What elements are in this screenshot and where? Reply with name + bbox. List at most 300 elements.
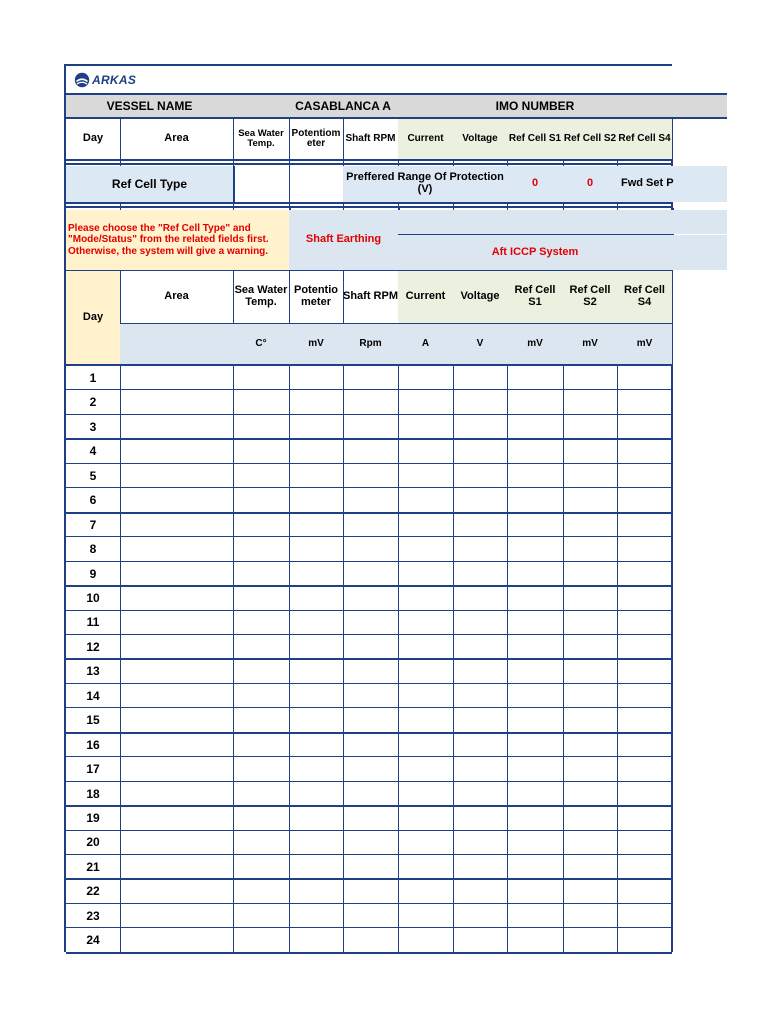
- data-cell[interactable]: [563, 366, 617, 390]
- data-cell[interactable]: [507, 635, 563, 659]
- data-cell[interactable]: [453, 513, 507, 537]
- data-cell[interactable]: [398, 439, 453, 463]
- data-cell[interactable]: [453, 611, 507, 635]
- data-cell[interactable]: [398, 684, 453, 708]
- unit-voltage: V: [453, 324, 507, 364]
- data-cell[interactable]: [233, 415, 289, 439]
- gridline: [66, 658, 672, 660]
- data-cell[interactable]: [563, 415, 617, 439]
- data-cell[interactable]: [617, 635, 672, 659]
- data-cell[interactable]: [617, 757, 672, 781]
- data-cell[interactable]: [453, 366, 507, 390]
- data-cell[interactable]: [453, 904, 507, 928]
- data-cell[interactable]: [617, 806, 672, 830]
- data-cell[interactable]: [398, 415, 453, 439]
- day-number: 4: [89, 444, 97, 459]
- gridline: [66, 202, 672, 204]
- data-cell[interactable]: [120, 390, 233, 414]
- data-cell[interactable]: [120, 464, 233, 488]
- data-cell[interactable]: [289, 366, 343, 390]
- imo-number-label: IMO NUMBER: [453, 95, 617, 117]
- data-cell[interactable]: [453, 488, 507, 512]
- data-cell[interactable]: [617, 904, 672, 928]
- day-number: 6: [89, 493, 97, 508]
- data-cell[interactable]: [398, 708, 453, 732]
- day-number: 23: [86, 908, 100, 923]
- data-cell[interactable]: [289, 782, 343, 806]
- day-number: 18: [86, 786, 100, 801]
- data-cell[interactable]: [343, 831, 398, 855]
- data-cell[interactable]: [507, 757, 563, 781]
- data-cell[interactable]: [343, 390, 398, 414]
- data-cell[interactable]: [289, 586, 343, 610]
- data-cell[interactable]: [617, 879, 672, 903]
- data-cell[interactable]: [507, 659, 563, 683]
- data-cell[interactable]: [453, 439, 507, 463]
- small-header-voltage: Voltage: [453, 119, 507, 159]
- data-cell[interactable]: [563, 562, 617, 586]
- data-cell[interactable]: [233, 879, 289, 903]
- preferred-range-max[interactable]: 0: [563, 166, 617, 202]
- data-cell[interactable]: [120, 806, 233, 830]
- gridline: [66, 159, 672, 161]
- small-header-sea-temp: Sea Water Temp.: [238, 128, 284, 149]
- data-cell[interactable]: [617, 733, 672, 757]
- data-cell[interactable]: [233, 586, 289, 610]
- data-cell[interactable]: [617, 537, 672, 561]
- data-cell[interactable]: [563, 757, 617, 781]
- data-cell[interactable]: [507, 366, 563, 390]
- day-number: 16: [86, 737, 100, 752]
- data-cell[interactable]: [343, 366, 398, 390]
- small-header-ref-s1: Ref Cell S1: [507, 119, 563, 159]
- data-cell[interactable]: [507, 782, 563, 806]
- main-header-ref-s2: Ref Cell S2: [563, 271, 617, 323]
- gridline: [66, 683, 672, 684]
- data-cell[interactable]: [453, 586, 507, 610]
- data-cell[interactable]: [120, 879, 233, 903]
- data-cell[interactable]: [398, 488, 453, 512]
- data-cell[interactable]: [398, 586, 453, 610]
- main-header-area: Area: [164, 290, 189, 303]
- data-cell[interactable]: [289, 684, 343, 708]
- data-cell[interactable]: [453, 831, 507, 855]
- data-cell[interactable]: [398, 464, 453, 488]
- data-cell[interactable]: [289, 757, 343, 781]
- data-cell[interactable]: [507, 586, 563, 610]
- data-cell[interactable]: [398, 635, 453, 659]
- company-logo: [74, 70, 154, 90]
- data-cell[interactable]: [233, 464, 289, 488]
- unit-ref-s4: mV: [617, 324, 672, 364]
- data-cell[interactable]: [398, 831, 453, 855]
- data-cell[interactable]: [343, 879, 398, 903]
- gridline: [66, 610, 672, 611]
- data-cell[interactable]: [289, 904, 343, 928]
- small-header-ref-s2: Ref Cell S2: [563, 119, 617, 159]
- data-cell[interactable]: [617, 513, 672, 537]
- data-cell[interactable]: [617, 782, 672, 806]
- data-cell[interactable]: [453, 928, 507, 952]
- preferred-range-label: Preffered Range Of Protection (V): [343, 166, 507, 202]
- data-cell[interactable]: [343, 488, 398, 512]
- small-header-current: Current: [398, 119, 453, 159]
- gridline: [66, 878, 672, 880]
- data-cell[interactable]: [507, 464, 563, 488]
- data-cell[interactable]: [289, 488, 343, 512]
- data-cell[interactable]: [398, 562, 453, 586]
- small-header-ref-s4: Ref Cell S4: [617, 119, 672, 159]
- data-cell[interactable]: [563, 855, 617, 879]
- data-cell[interactable]: [563, 904, 617, 928]
- gridline: [66, 512, 672, 514]
- data-cell[interactable]: [343, 537, 398, 561]
- data-cell[interactable]: [343, 782, 398, 806]
- data-cell[interactable]: [233, 806, 289, 830]
- data-cell[interactable]: [453, 562, 507, 586]
- data-cell[interactable]: [120, 366, 233, 390]
- small-header-day: Day: [82, 132, 104, 145]
- data-cell[interactable]: [453, 855, 507, 879]
- data-cell[interactable]: [507, 562, 563, 586]
- data-cell[interactable]: [398, 537, 453, 561]
- data-cell[interactable]: [563, 635, 617, 659]
- data-cell[interactable]: [398, 513, 453, 537]
- unit-sea-temp: C°: [233, 324, 289, 364]
- data-cell[interactable]: [120, 928, 233, 952]
- data-cell[interactable]: [120, 513, 233, 537]
- data-cell[interactable]: [289, 855, 343, 879]
- data-cell[interactable]: [289, 439, 343, 463]
- data-cell[interactable]: [120, 659, 233, 683]
- data-cell[interactable]: [289, 806, 343, 830]
- unit-potentiometer: mV: [289, 324, 343, 364]
- data-cell[interactable]: [563, 439, 617, 463]
- data-cell[interactable]: [507, 684, 563, 708]
- data-cell[interactable]: [120, 488, 233, 512]
- gridline: [66, 438, 672, 440]
- data-cell[interactable]: [507, 879, 563, 903]
- data-cell[interactable]: [398, 806, 453, 830]
- gridline: [66, 487, 672, 488]
- preferred-range-min[interactable]: 0: [507, 166, 563, 202]
- day-number: 21: [86, 859, 100, 874]
- data-cell[interactable]: [617, 586, 672, 610]
- data-cell[interactable]: [289, 537, 343, 561]
- data-cell[interactable]: [563, 879, 617, 903]
- data-cell[interactable]: [343, 904, 398, 928]
- data-cell[interactable]: [233, 635, 289, 659]
- data-cell[interactable]: [563, 806, 617, 830]
- data-cell[interactable]: [617, 366, 672, 390]
- data-cell[interactable]: [617, 659, 672, 683]
- data-cell[interactable]: [617, 439, 672, 463]
- main-header-ref-s4: Ref Cell S4: [617, 271, 672, 323]
- day-number: 2: [89, 395, 97, 410]
- data-cell[interactable]: [453, 782, 507, 806]
- data-cell[interactable]: [398, 366, 453, 390]
- data-cell[interactable]: [343, 439, 398, 463]
- iccp-top-band: [398, 210, 727, 234]
- data-cell[interactable]: [617, 684, 672, 708]
- data-cell[interactable]: [289, 879, 343, 903]
- day-number: 1: [89, 370, 97, 385]
- data-cell[interactable]: [453, 415, 507, 439]
- unit-shaft-rpm: Rpm: [343, 324, 398, 364]
- data-cell[interactable]: [233, 366, 289, 390]
- gridline: [66, 463, 672, 464]
- data-cell[interactable]: [120, 415, 233, 439]
- day-number: 11: [86, 615, 100, 630]
- data-cell[interactable]: [507, 733, 563, 757]
- data-cell[interactable]: [617, 611, 672, 635]
- data-cell[interactable]: [233, 659, 289, 683]
- data-cell[interactable]: [453, 708, 507, 732]
- data-cell[interactable]: [289, 611, 343, 635]
- small-header-area: Area: [164, 132, 189, 145]
- data-cell[interactable]: [453, 635, 507, 659]
- data-cell[interactable]: [289, 708, 343, 732]
- data-cell[interactable]: [563, 928, 617, 952]
- data-cell[interactable]: [343, 806, 398, 830]
- day-number: 24: [86, 933, 100, 948]
- data-cell[interactable]: [453, 390, 507, 414]
- data-cell[interactable]: [343, 513, 398, 537]
- gridline: [66, 707, 672, 708]
- day-number: 19: [86, 811, 100, 826]
- data-cell[interactable]: [233, 904, 289, 928]
- data-cell[interactable]: [563, 586, 617, 610]
- day-number: 7: [89, 517, 97, 532]
- data-cell[interactable]: [617, 390, 672, 414]
- data-cell[interactable]: [453, 879, 507, 903]
- data-cell[interactable]: [289, 733, 343, 757]
- shaft-earthing-header: Shaft Earthing: [289, 210, 398, 270]
- data-cell[interactable]: [398, 855, 453, 879]
- logo-text: ARKAS: [92, 73, 137, 87]
- ref-cell-type-select[interactable]: [233, 166, 343, 202]
- data-cell[interactable]: [453, 806, 507, 830]
- gridline: [66, 414, 672, 415]
- data-cell[interactable]: [233, 708, 289, 732]
- data-cell[interactable]: [507, 611, 563, 635]
- data-cell[interactable]: [233, 439, 289, 463]
- day-number: 22: [86, 884, 100, 899]
- data-cell[interactable]: [343, 757, 398, 781]
- data-cell[interactable]: [453, 757, 507, 781]
- main-header-shaft-rpm: Shaft RPM: [343, 290, 398, 303]
- data-cell[interactable]: [507, 831, 563, 855]
- data-cell[interactable]: [617, 415, 672, 439]
- data-cell[interactable]: [563, 782, 617, 806]
- imo-number-value[interactable]: [617, 95, 727, 117]
- data-cell[interactable]: [233, 782, 289, 806]
- data-cell[interactable]: [343, 611, 398, 635]
- data-cell[interactable]: [398, 879, 453, 903]
- data-cell[interactable]: [120, 782, 233, 806]
- data-cell[interactable]: [507, 488, 563, 512]
- data-cell[interactable]: [120, 757, 233, 781]
- data-cell[interactable]: [563, 488, 617, 512]
- data-cell[interactable]: [507, 928, 563, 952]
- data-cell[interactable]: [453, 659, 507, 683]
- ref-cell-type-label: Ref Cell Type: [66, 166, 233, 202]
- data-cell[interactable]: [233, 684, 289, 708]
- data-cell[interactable]: [617, 464, 672, 488]
- data-cell[interactable]: [398, 390, 453, 414]
- data-cell[interactable]: [233, 757, 289, 781]
- gridline: [66, 536, 672, 537]
- iccp-side-band: [672, 235, 727, 270]
- data-cell[interactable]: [233, 562, 289, 586]
- gridline: [66, 927, 672, 928]
- gridline: [66, 781, 672, 782]
- gridline: [66, 561, 672, 562]
- data-cell[interactable]: [289, 562, 343, 586]
- data-cell[interactable]: [289, 390, 343, 414]
- data-cell[interactable]: [233, 855, 289, 879]
- data-cell[interactable]: [398, 659, 453, 683]
- data-cell[interactable]: [343, 659, 398, 683]
- data-cell[interactable]: [120, 831, 233, 855]
- data-cell[interactable]: [120, 733, 233, 757]
- data-cell[interactable]: [507, 439, 563, 463]
- data-cell[interactable]: [233, 733, 289, 757]
- day-number: 3: [89, 419, 97, 434]
- data-cell[interactable]: [120, 611, 233, 635]
- data-cell[interactable]: [617, 831, 672, 855]
- data-cell[interactable]: [343, 415, 398, 439]
- data-cell[interactable]: [120, 684, 233, 708]
- data-cell[interactable]: [617, 928, 672, 952]
- main-header-potentiometer: Potentio meter: [294, 284, 338, 308]
- data-cell[interactable]: [289, 635, 343, 659]
- small-header-shaft-rpm: Shaft RPM: [345, 132, 396, 144]
- unit-current: A: [398, 324, 453, 364]
- data-cell[interactable]: [343, 855, 398, 879]
- data-cell[interactable]: [120, 855, 233, 879]
- data-cell[interactable]: [120, 439, 233, 463]
- data-cell[interactable]: [120, 537, 233, 561]
- data-cell[interactable]: [507, 537, 563, 561]
- data-cell[interactable]: [233, 928, 289, 952]
- data-cell[interactable]: [617, 562, 672, 586]
- data-cell[interactable]: [507, 904, 563, 928]
- data-cell[interactable]: [343, 708, 398, 732]
- data-cell[interactable]: [289, 928, 343, 952]
- main-header-voltage: Voltage: [453, 271, 507, 323]
- main-header-day: Day: [66, 271, 120, 364]
- data-cell[interactable]: [343, 928, 398, 952]
- data-cell[interactable]: [120, 708, 233, 732]
- data-cell[interactable]: [453, 684, 507, 708]
- data-cell[interactable]: [507, 390, 563, 414]
- data-cell[interactable]: [343, 464, 398, 488]
- data-cell[interactable]: [233, 611, 289, 635]
- gridline: [66, 364, 672, 366]
- gridline: [66, 952, 672, 954]
- gridline: [66, 830, 672, 831]
- data-cell[interactable]: [398, 611, 453, 635]
- data-cell[interactable]: [617, 488, 672, 512]
- data-cell[interactable]: [120, 562, 233, 586]
- data-cell[interactable]: [563, 733, 617, 757]
- data-cell[interactable]: [563, 684, 617, 708]
- data-cell[interactable]: [398, 782, 453, 806]
- data-cell[interactable]: [233, 513, 289, 537]
- arkas-logo-icon: [74, 72, 90, 88]
- day-number: 15: [86, 713, 100, 728]
- data-cell[interactable]: [617, 855, 672, 879]
- data-cell[interactable]: [233, 488, 289, 512]
- main-header-sea-temp: Sea Water Temp.: [234, 284, 288, 308]
- data-cell[interactable]: [563, 611, 617, 635]
- day-number: 20: [86, 835, 100, 850]
- main-header-ref-s1: Ref Cell S1: [507, 271, 563, 323]
- gridline: [66, 805, 672, 807]
- top-border: [64, 64, 672, 66]
- data-cell[interactable]: [120, 586, 233, 610]
- data-cell[interactable]: [507, 855, 563, 879]
- data-cell[interactable]: [289, 464, 343, 488]
- data-cell[interactable]: [507, 513, 563, 537]
- data-cell[interactable]: [398, 733, 453, 757]
- data-cell[interactable]: [289, 659, 343, 683]
- data-cell[interactable]: [563, 513, 617, 537]
- data-cell[interactable]: [343, 684, 398, 708]
- data-cell[interactable]: [233, 537, 289, 561]
- data-cell[interactable]: [343, 635, 398, 659]
- fwd-set-label: Fwd Set P: [617, 166, 727, 202]
- warning-message: Please choose the "Ref Cell Type" and "Mode/Status" from the related fields first. Otherwise, the system will give a warning.: [66, 210, 289, 270]
- data-cell[interactable]: [453, 733, 507, 757]
- data-cell[interactable]: [343, 586, 398, 610]
- data-cell[interactable]: [507, 708, 563, 732]
- day-number: 17: [86, 762, 100, 777]
- data-cell[interactable]: [398, 928, 453, 952]
- data-cell[interactable]: [343, 562, 398, 586]
- day-number: 9: [89, 566, 97, 581]
- data-cell[interactable]: [398, 757, 453, 781]
- vessel-name-value[interactable]: CASABLANCA A: [233, 95, 453, 117]
- data-cell[interactable]: [398, 904, 453, 928]
- data-cell[interactable]: [507, 415, 563, 439]
- data-cell[interactable]: [563, 390, 617, 414]
- data-cell[interactable]: [289, 513, 343, 537]
- data-cell[interactable]: [343, 733, 398, 757]
- data-cell[interactable]: [563, 831, 617, 855]
- day-number: 5: [89, 468, 97, 483]
- data-cell[interactable]: [120, 635, 233, 659]
- data-cell[interactable]: [233, 831, 289, 855]
- data-cell[interactable]: [563, 708, 617, 732]
- data-cell[interactable]: [120, 904, 233, 928]
- data-cell[interactable]: [453, 464, 507, 488]
- data-cell[interactable]: [453, 537, 507, 561]
- data-cell[interactable]: [617, 708, 672, 732]
- data-cell[interactable]: [233, 390, 289, 414]
- data-cell[interactable]: [563, 464, 617, 488]
- small-header-potentiometer: Potentiom eter: [291, 127, 341, 149]
- data-cell[interactable]: [563, 537, 617, 561]
- data-cell[interactable]: [507, 806, 563, 830]
- gridline: [66, 585, 672, 587]
- day-number: 10: [86, 590, 100, 605]
- data-cell[interactable]: [289, 415, 343, 439]
- data-cell[interactable]: [563, 659, 617, 683]
- gridline: [66, 903, 672, 904]
- data-cell[interactable]: [289, 831, 343, 855]
